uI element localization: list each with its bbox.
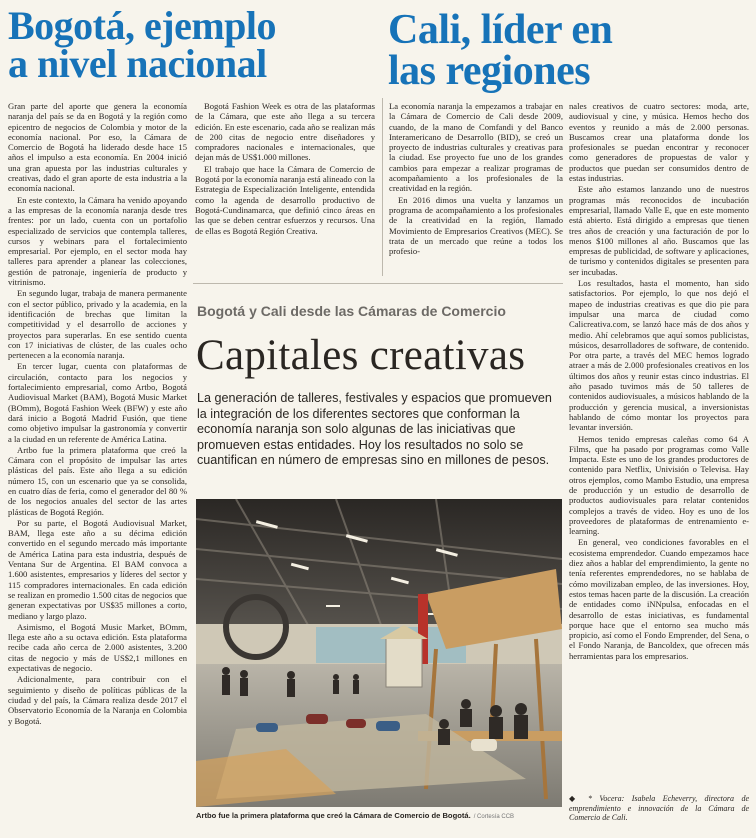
- right-story-column-2: [569, 101, 749, 791]
- photo-caption-text: Artbo fue la primera plataforma que creó la Cámara de Comercio de Bogotá.: [196, 811, 471, 820]
- right-col2-paragraph: Este año estamos lanzando uno de nuestros programas más reconocidos de incubación empresarial, llamado Valle E, que en este momento está abierto. Está dirigido a empresas que tienen tres años de creación y una facturación de por lo menos $100 millones al año. Buscamos que las empresas de publicidad, de software y aplicaciones, de turismo y contenidos digitales se presenten para ser incubadas.: [569, 184, 749, 277]
- feature-lead: La generación de talleres, festivales y espacios que promueven la integración de los diferentes sectores que conforman la economía naranja son solo algunas de las iniciativas que promueven estas entidades. Hoy los resultados no solo se cuantifican en número de empresas sino en millones de pesos.: [197, 391, 552, 468]
- end-mark: ◆: [569, 794, 581, 803]
- photo-credit: / Cortesía CCB: [473, 814, 515, 820]
- column-divider: [382, 98, 383, 276]
- right-col1-paragraph: La economía naranja la empezamos a trabajar en la Cámara de Comercio de Cali desde 2009, cuando, de la mano de Comfandi y del Banco Interamericano de Desarrollo (BID), se creó un proyecto de industrias culturales y creativas para la ciudad. Ese proyecto fue uno de los grandes cambios para empezar a realizar programas de acompañamiento a los profesionales de la creatividad en la región.: [389, 101, 563, 194]
- left-col1-paragraph: En tercer lugar, cuenta con plataformas de circulación, contacto para los negocios y fortalecimiento empresarial, como Artbo, Bogotá Audiovisual Market (BAM), Bogotá Music Market (BOmm), Bogotá Fashion Week (BFW) y este año dará inicio a Bogotá Madrid Fusión, que tiene como objetivo impulsar la gastronomía y convertir a la ciudad en un referente de América Latina.: [8, 361, 187, 444]
- feature-top-rule: [193, 283, 563, 284]
- left-col1-paragraph: Asimismo, el Bogotá Music Market, BOmm, llega este año a su octava edición. Esta plataforma recibe cada año cerca de 2.000 asistentes, 3.200 citas de negocio y más de US$2,1 millones en expectativas de negocio.: [8, 621, 187, 674]
- left-col1-paragraph: En este contexto, la Cámara ha venido apoyando a las empresas de la economía naranja desde tres frentes: por un lado, cuenta con un portafolio especializado de servicios que contempla talleres, cursos y webinars para el fortalecimiento empresarial. Por ejemplo, en el sector moda hay talleres para aprender a planear las colecciones, gestión de patronaje, ingeniería de producto y vitrinismo.: [8, 194, 187, 288]
- right-col2-paragraph: En general, veo condiciones favorables en el ecosistema emprendedor. Cuando empezamos hace diez años a hablar del emprendimiento, la gente no tenía referentes emprendedores, no se hablaba de cómo movilizaban empleo, de las inversiones. Hoy, estos temas hacen parte de la discusión. La creación de entidades como iNNpulsa, enfocadas en el desarrollo de estas iniciativas, es fundamental porque hace que el entorno sea mucho más propicio, así como el Fondo Emprender, del Sena, o el Fondo Naranja, de Bancoldex, que ofrecen más herramientas para los empresarios.: [569, 537, 749, 661]
- footnote: [569, 794, 749, 834]
- left-col2-paragraph: El trabajo que hace la Cámara de Comercio de Bogotá por la economía naranja está alineado con la Estrategia de Especialización Inteligente, entendida como la agenda de desarrollo productivo de Bogotá-Cundinamarca, que definió cinco áreas en las que se deben centrar esfuerzos y recursos. Una de ellas es Bogotá Región Creativa.: [195, 163, 375, 236]
- right-headline-line-2: las regiones: [388, 48, 591, 94]
- left-col1-paragraph: En segundo lugar, trabaja de manera permanente con el sector público, privado y la academia, en la identificación de brechas que limitan la competitividad y el desarrollo de acciones y proyectos para superarlas. En ese sentido cuenta con 17 iniciativas de clúster, de las cuales ocho pertenecen a la economía naranja.: [8, 288, 187, 361]
- right-headline-line-1: Cali, líder en: [388, 7, 613, 53]
- right-story-column-1: [389, 101, 563, 279]
- left-col1-paragraph: Artbo fue la primera plataforma que creó la Cámara con el propósito de impulsar las artes plásticas del país. Este año llega a su edición número 15, con un escenario que ya se consolida, en cuatro días de feria, como el generador del 80 % de los negocios anuales del sector de las artes plásticas de Bogotá Región.: [8, 444, 187, 517]
- left-col1-paragraph: Por su parte, el Bogotá Audiovisual Market, BAM, llega este año a su décima edición convertido en el segundo mercado más importante de América Latina para esta industria, después de Ventana Sur de Argentina. El BAM convoca a 1.600 asistentes, empresarios y líderes del sector y 115 compradores internacionales. En cada edición se realizan en promedio 1.500 citas de negocios que generan expectativas por US$35 millones a corto, mediano y largo plazo.: [8, 517, 187, 621]
- left-headline-line-2: a nivel nacional: [8, 41, 267, 86]
- right-headline: [388, 7, 748, 94]
- footnote-text: * Vocera: Isabela Echeverry, directora de emprendimiento e innovación de la Cámara de Comercio de Cali.: [569, 794, 749, 823]
- feature-title: Capitales creativas: [196, 332, 526, 379]
- right-col2-paragraph: Hemos tenido empresas caleñas como 64 A Films, que ha pasado por programas como Valle Impacta. Este es uno de los grandes productores de contenido para Netflix, Univisión o Televisa. Hay otros ejemplos, como Mambo Estudio, una empresa de producción y un estudio de desarrollo de productos audiovisuales para relatar contenidos complejos a través de video. Hoy es uno de los proveedores de plataformas de entrenamiento e-learning.: [569, 433, 749, 537]
- right-col2-paragraph: Los resultados, hasta el momento, han sido satisfactorios. Por ejemplo, lo que nos dejó el mapeo de industrias creativas es que dio pie para impulsar una marca de ciudad como Calicreativa.com, se lanzó hace más de dos años y medio. Ahí celebramos que aquí somos publicistas, músicos, desarrolladores de software, de contenido. Por otra parte, a través del MEC hemos logrado atraer a más de 2.000 profesionales creativos en los últimos dos años y reunir estas cinco industrias. El año pasado tuvimos más de 50 talleres de contenidos audiovisuales, a músicos hablando de la producción y gerencia musical, a inversionistas hablando de cómo montar los proyectos para levantar inversión.: [569, 278, 749, 433]
- left-col1-paragraph: Gran parte del aporte que genera la economía naranja del país se da en Bogotá y la región como epicentro de negocios de Colombia y motor de la economía nacional. Por eso, la Cámara de Comercio de Bogotá ha liderado desde hace 15 años el impulso a esta economía. En 2004 inició una gran apuesta por las industrias culturales y creativas, dado el gran aporte de esta industria a la economía nacional.: [8, 101, 187, 194]
- left-story-column-1: [8, 101, 187, 829]
- right-col1-paragraph: En 2016 dimos una vuelta y lanzamos un programa de acompañamiento a los profesionales de la creatividad en la región, llamado Movimiento de Empresarios Creativos (MEC). Se trata de un mercado que reúne a todos los profesio-: [389, 194, 563, 257]
- left-headline: [8, 3, 378, 86]
- left-col2-paragraph: Bogotá Fashion Week es otra de las plataformas de la Cámara, que este año llega a su tercera edición. En este escenario, cada año se realizan más de 200 citas de negocio entre diseñadores y compradores nacionales e internacionales, que dejan más de US$1.000 millones.: [195, 101, 375, 163]
- left-story-column-2: [195, 101, 375, 279]
- feature-photo: [196, 499, 562, 807]
- right-col2-paragraph: nales creativos de cuatro sectores: moda, arte, audiovisual y cine, y música. Hemos hecho dos eventos y reunido a más de 2.000 personas. Buscamos crear una plataforma donde los profesionales se puedan encontrar y reconocer como generadores de propuestas de valor y productos que puedan ser consumidos dentro de estas industrias.: [569, 101, 749, 184]
- photo-caption: [196, 811, 562, 820]
- feature-kicker: Bogotá y Cali desde las Cámaras de Comercio: [197, 303, 506, 319]
- exhibition-hall-illustration: [196, 499, 562, 807]
- left-col1-paragraph: Adicionalmente, para contribuir con el seguimiento y diseño de políticas públicas de la ciudad y del país, la Cámara realiza desde 2017 el Observatorio Economía de la Naranja en Colombia y Bogotá.: [8, 674, 187, 726]
- left-headline-line-1: Bogotá, ejemplo: [8, 3, 277, 48]
